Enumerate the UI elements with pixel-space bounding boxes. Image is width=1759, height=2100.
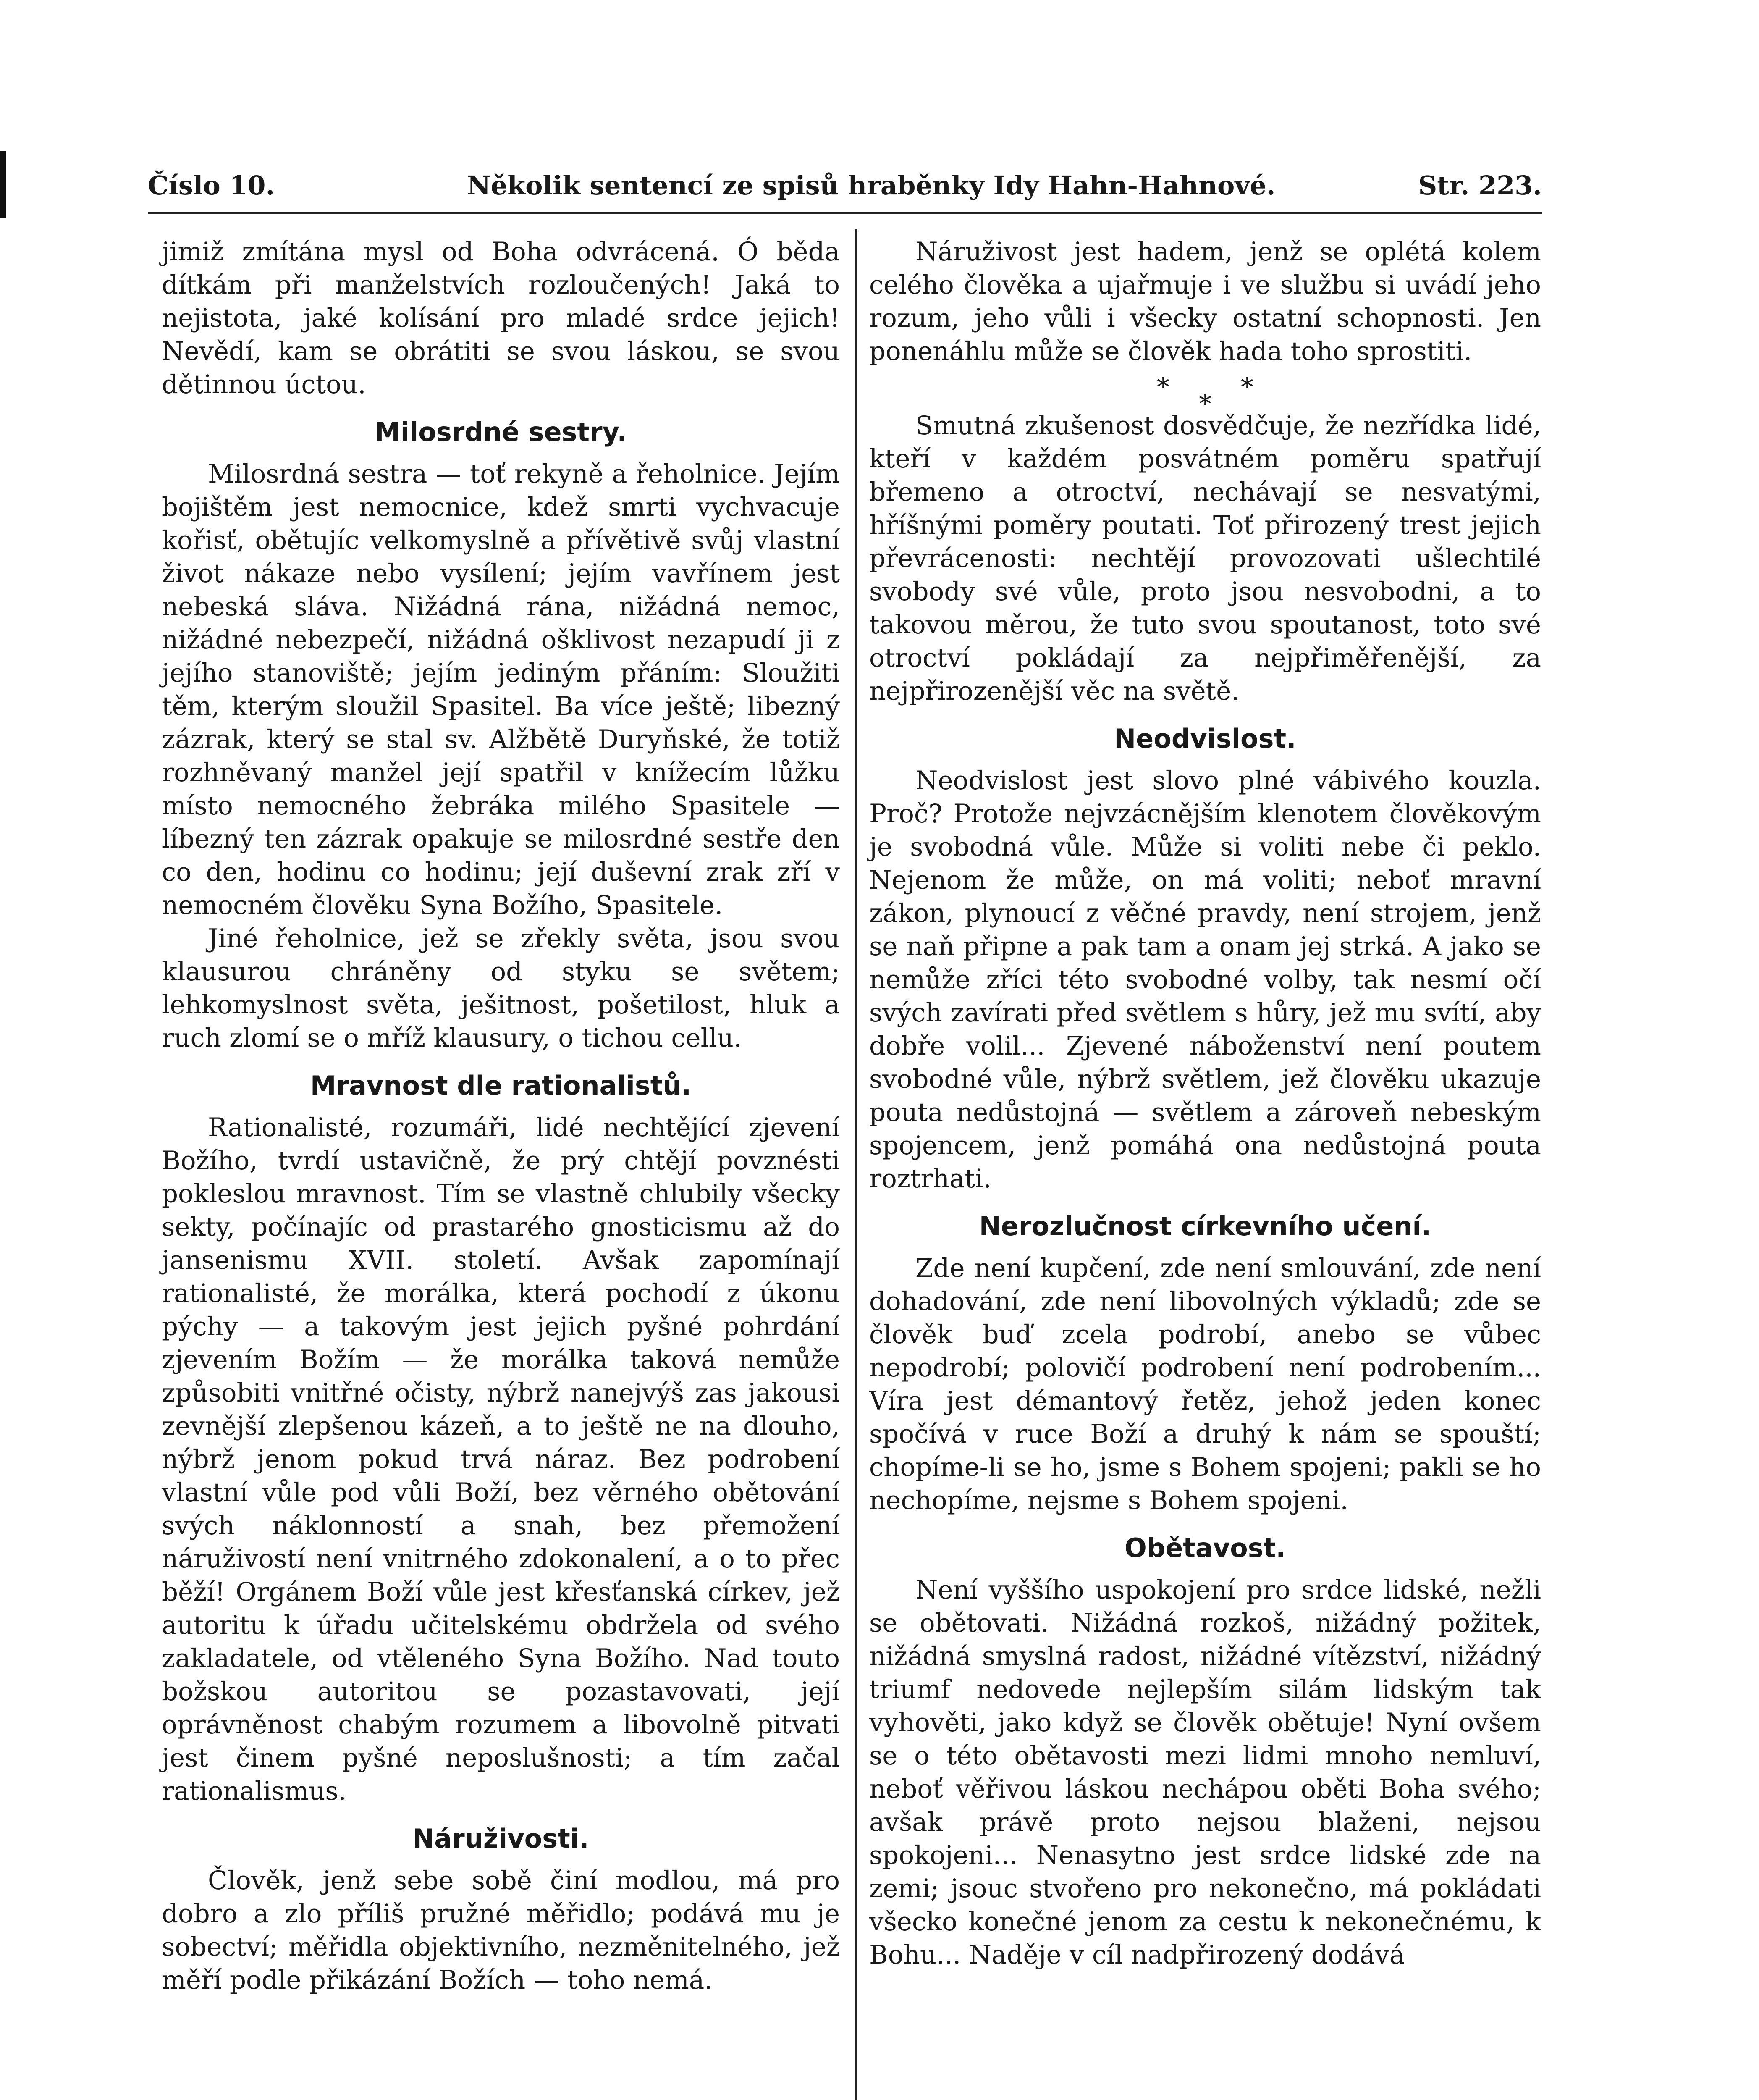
intro-paragraph: jimiž zmítána mysl od Boha odvrácená. Ó běda dítkám při manželstvích rozloučených! Jaká to nejistota, jaké kolísání pro mladé srdce jejich! Nevědí, kam se obrátiti se svou láskou, se svou dětinnou úctou. (162, 237, 840, 399)
heading-mravnost: Mravnost dle rationalistů. (310, 1070, 692, 1101)
paragraph-neodvislost: Neodvislost jest slovo plné vábivého kouzla. Proč? Protože nejvzácnějším klenotem člověkovým je svobodná vůle. Může si voliti nebe či peklo. Nejenom že může, on má voliti; neboť mravní zákon, plynoucí z věčné pravdy, není strojem, jenž se naň připne a pak tam a onam jej strká. A jako se nemůže zříci této svobodné volby, tak nesmí očí svých zavírati před světlem s hůry, jež mu svítí, aby dobře volil... Zjevené náboženství není poutem svobodné vůle, nýbrž světlem, jež člověku ukazuje pouta nedůstojná — světlem a zároveň nebeským spojencem, jenž pomáhá ona nedůstojná pouta roztrhati. (869, 766, 1541, 1194)
heading-obetavost: Obětavost. (1125, 1533, 1286, 1563)
header-rule (148, 212, 1542, 214)
paragraph-zkusenost: Smutná zkušenost dosvědčuje, že nezřídka lidé, kteří v každém posvátném poměru spatřují břemeno a otroctví, nechávají se nesvatými, hříšnými poměry poutati. Toť přirozený trest jejich převrácenosti: nechtějí provozovati ušlechtilé svobody své vůle, proto jsou nesvobodni, a to takovou měrou, že tuto svou spoutanost, toto své otroctví pokládají za nejpřiměřenější, za nejpřirozenější věc na světě. (869, 411, 1541, 706)
right-column (869, 235, 1541, 1971)
paragraph-mravnost: Rationalisté, rozumáři, lidé nechtějící zjevení Božího, tvrdí ustavičně, že prý chtějí povznésti pokleslou mravnost. Tím se vlastně chlubily všecky sekty, počínajíc od prastarého gnosticismu až do jansenismu XVII. století. Avšak zapomínají rationalisté, že morálka, která pochodí z úkonu pýchy — a takovým jest jejich pyšné pohrdání zjevením Božím — že morálka taková nemůže způsobiti vnitřné očisty, nýbrž nanejvýš zas jakousi zevnější zlepšenou kázeň, a to ještě ne na dlouho, nýbrž jenom pokud trvá náraz. Bez podrobení vlastní vůle pod vůli Boží, bez věrného obětování svých náklonností a snah, bez přemožení náruživostí není vnitrného zdokonalení, a o to přec běží! Orgánem Boží vůle jest křesťanská církev, jež autoritu k úřadu učitelskému obdržela od svého zakladatele, od vtěleného Syna Božího. Nad touto božskou autoritou se pozastavovati, její oprávněnost chabým rozumem a libovolně pitvati jest činem pyšné neposlušnosti; a tím začal rationalismus. (162, 1113, 840, 1806)
paragraph-naruzivosti: Člověk, jenž sebe sobě činí modlou, má pro dobro a zlo příliš pružné měřidlo; podává mu je sobectví; měřidla objektivního, nezměnitelného, jež měří podle přikázání Božích — toho nemá. (162, 1866, 840, 1995)
paragraph-milosrdne-1: Milosrdná sestra — toť rekyně a řeholnice. Jejím bojištěm jest nemocnice, kdež smrti vychvacuje kořisť, obětujíc velkomyslně a přívětivě svůj vlastní život nákaze nebo vysílení; jejím vavřínem jest nebeská sláva. Nižádná rána, nižádná nemoc, nižádné nebezpečí, nižádná ošklivost nezapudí ji z jejího stanoviště; jejím jediným přáním: Sloužiti těm, kterým sloužil Spasitel. Ba více ještě; libezný zázrak, který se stal sv. Alžbětě Duryňské, že totiž rozhněvaný manžel její spatřil v knížecím lůžku místo nemocného žebráka milého Spasitele — líbezný ten zázrak opakuje se milosrdné sestře den co den, hodinu co hodinu; její duševní zrak zří v nemocném člověku Syna Božího, Spasitele. (162, 459, 840, 920)
asterism (869, 373, 1541, 419)
binding-edge (0, 151, 6, 218)
left-column (162, 235, 840, 1997)
paragraph-nerozlucnost: Zde není kupčení, zde není smlouvání, zde není dohadování, zde není libovolných výkladů; zde se člověk buď zcela podrobí, anebo se vůbec nepodrobí; polovičí podrobení není podrobením... Víra jest démantový řetěz, jehož jeden konec spočívá v ruce Boží a druhý k nám se spouští; chopíme-li se ho, jsme s Bohem spojeni; pakli se ho nechopíme, nejsme s Bohem spojeni. (869, 1253, 1541, 1515)
asterisk: * (1199, 389, 1211, 419)
asterisk: * (1157, 373, 1169, 402)
heading-naruzivosti: Náruživosti. (412, 1823, 589, 1854)
heading-milosrdne-sestry: Milosrdné sestry. (375, 417, 627, 447)
running-title: Několik sentencí ze spisů hraběnky Idy Hahn-Hahnové. (467, 170, 1276, 201)
heading-neodvislost: Neodvislost. (1114, 723, 1296, 754)
running-header (148, 170, 1542, 204)
issue-number: Číslo 10. (148, 170, 275, 201)
column-divider (855, 229, 857, 2100)
page-number: Str. 223. (1418, 170, 1542, 201)
paragraph-naruzivost: Náruživost jest hadem, jenž se oplétá kolem celého člověka a ujařmuje i ve službu si uvádí jeho rozum, jeho vůli i všecky ostatní schopnosti. Jen ponenáhlu může se člověk hada toho sprostiti. (869, 237, 1541, 366)
paragraph-obetavost: Není vyššího uspokojení pro srdce lidské, nežli se obětovati. Nižádná rozkoš, nižádný požitek, nižádná smyslná radost, nižádné vítězství, nižádný triumf nedovede nejlepším silám lidským tak vyhověti, jako když se člověk obětuje! Nyní ovšem se o této obětavosti mezi lidmi mnoho nemluví, neboť věřivou láskou nechápou oběti Boha svého; avšak právě proto nejsou blaženi, nejsou spokojeni... Nenasytno jest srdce lidské zde na zemi; jsouc stvořeno pro nekonečno, má pokládati všecko konečné jenom za cestu k nekonečnému, k Bohu... Naděje v cíl nadpřirozený dodává (869, 1575, 1541, 1970)
paragraph-milosrdne-2: Jiné řeholnice, jež se zřekly světa, jsou svou klausurou chráněny od styku se světem; lehkomyslnost světa, ješitnost, pošetilost, hluk a ruch zlomí se o mříž klausury, o tichou cellu. (162, 924, 840, 1053)
heading-nerozlucnost: Nerozlučnost církevního učení. (979, 1211, 1431, 1242)
asterisk: * (1241, 373, 1253, 402)
